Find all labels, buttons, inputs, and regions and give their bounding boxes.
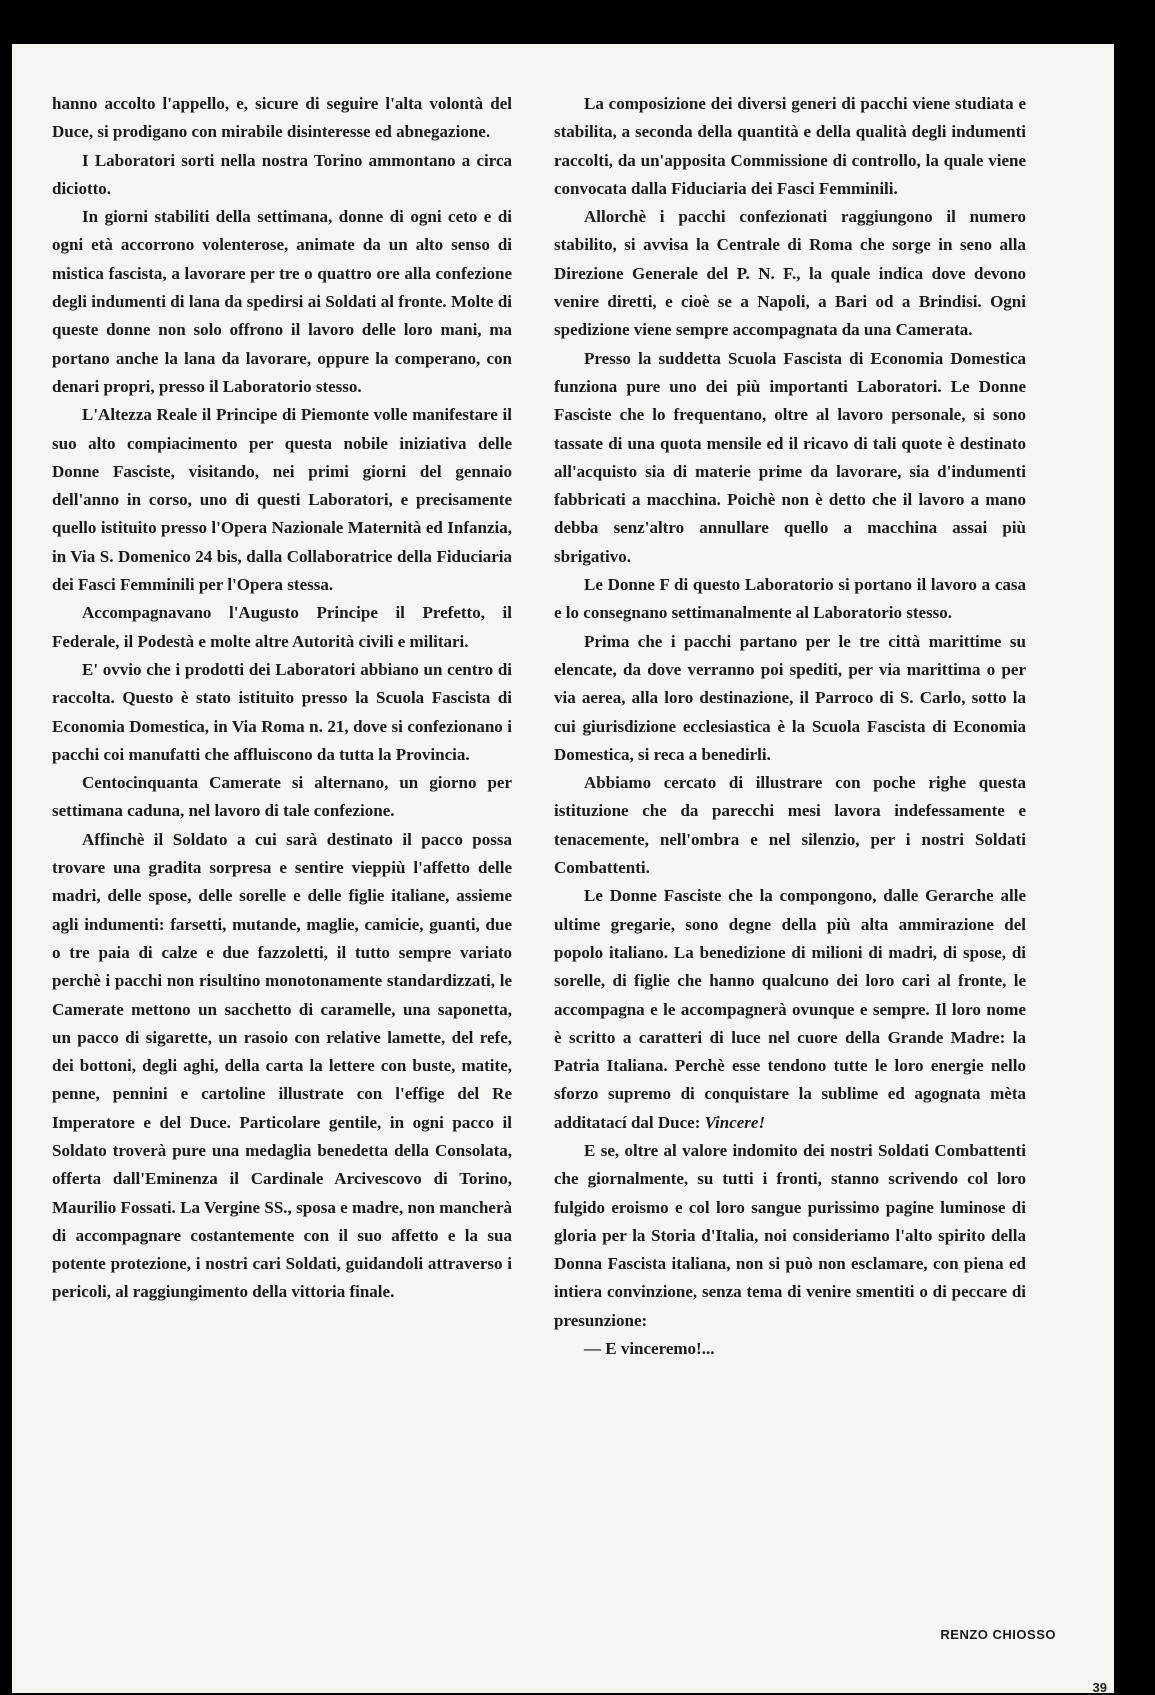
paragraph: Affinchè il Soldato a cui sarà destinato il pacco possa trovare una gradita sorpresa e sentire vieppiù l'affetto delle madri, delle spose, delle sorelle e delle figlie italiane, assieme agli indumenti: farsetti, mutande, maglie, camicie, guanti, due o tre paia di calze e due fazzoletti, il tutto sempre variato perchè i pacchi non risultino monotonamente standardizzati, le Camerate mettono un sacchetto di caramelle, una saponetta, un pacco di sigarette, un rasoio con relative lamette, del refe, dei bottoni, degli aghi, della carta la lettere con buste, matite, penne, pennini e cartoline illustrate con l'effige del Re Imperatore e del Duce. Particolare gentile, in ogni pacco il Soldato troverà pure una medaglia benedetta della Consolata, offerta dall'Eminenza il Cardinale Arcivescovo di Torino, Maurilio Fossati. La Vergine SS., sposa e madre, non mancherà di accompagnare costantemente con il suo affetto e la sua potente protezione, i nostri cari Soldati, guidandoli attraverso i pericoli, al raggiungimento della vittoria finale. bbox=[52, 829, 512, 1302]
paragraph bbox=[554, 882, 1026, 1137]
author-signature: RENZO CHIOSSO bbox=[940, 1627, 1056, 1642]
emphasis-vincere: Vincere! bbox=[704, 1112, 766, 1132]
paragraph: Allorchè i pacchi confezionati raggiungono il numero stabilito, si avvisa la Centrale di Roma che sorge in seno alla Direzione Generale del P. N. F., la quale indica dove devono venire diretti, e cioè se a Napoli, a Bari od a Brindisi. Ogni spedizione viene sempre accompagnata da una Camerata. bbox=[554, 207, 1026, 340]
paragraph: Abbiamo cercato di illustrare con poche righe questa istituzione che da parecchi mesi lavora indefessamente e tenacemente, nell'ombra e nel silenzio, per i nostri Soldati Combattenti. bbox=[554, 773, 1026, 878]
paragraph: hanno accolto l'appello, e, sicure di seguire l'alta volontà del Duce, si prodigano con mirabile disinteresse ed abnegazione. bbox=[52, 94, 512, 142]
paragraph: L'Altezza Reale il Principe di Piemonte volle manifestare il suo alto compiacimento per questa nobile iniziativa delle Donne Fasciste, visitando, nei primi giorni del gennaio dell'anno in corso, uno di questi Laboratori, e precisamente quello istituito presso l'Opera Nazionale Maternità ed Infanzia, in Via S. Domenico 24 bis, dalla Collaboratrice della Fiduciaria dei Fasci Femminili per l'Opera stessa. bbox=[52, 405, 512, 595]
paragraph: E' ovvio che i prodotti dei Laboratori abbiano un centro di raccolta. Questo è stato istituito presso la Scuola Fascista di Economia Domestica, in Via Roma n. 21, dove si confezionano i pacchi coi manufatti che affluiscono da tutta la Provincia. bbox=[52, 659, 512, 764]
paragraph: E se, oltre al valore indomito dei nostri Soldati Combattenti che giornalmente, su tutti i fronti, stanno scrivendo col loro fulgido eroismo e col loro sangue purissimo pagine luminose di gloria per la Storia d'Italia, noi consideriamo l'alto spirito della Donna Fascista italiana, non si può non esclamare, con piena ed intiera convinzione, senza tema di venire smentiti o di peccare di presunzione: bbox=[554, 1140, 1026, 1330]
paragraph: I Laboratori sorti nella nostra Torino ammontano a circa diciotto. bbox=[52, 150, 512, 198]
closing-line: — E vinceremo!... bbox=[584, 1339, 715, 1359]
paragraph: Prima che i pacchi partano per le tre città marittime su elencate, da dove verranno poi spediti, per via marittima o per via aerea, alla loro destinazione, il Parroco di S. Carlo, sotto la cui giurisdizione ecclesiastica è la Scuola Fascista di Economia Domestica, si reca a benedirli. bbox=[554, 631, 1026, 764]
paragraph: Centocinquanta Camerate si alternano, un giorno per settimana caduna, nel lavoro di tale confezione. bbox=[52, 773, 512, 821]
magazine-page bbox=[12, 44, 1114, 1693]
paragraph: Le Donne F di questo Laboratorio si portano il lavoro a casa e lo consegnano settimanalmente al Laboratorio stesso. bbox=[554, 575, 1026, 623]
left-column bbox=[52, 90, 512, 1307]
right-column bbox=[554, 90, 1026, 1363]
paragraph: In giorni stabiliti della settimana, donne di ogni ceto e di ogni età accorrono volenterose, animate da un alto senso di mistica fascista, a lavorare per tre o quattro ore alla confezione degli indumenti di lana da spedirsi ai Soldati al fronte. Molte di queste donne non solo offrono il lavoro delle loro mani, ma portano anche la lana da lavorare, oppure la comperano, con denari propri, presso il Laboratorio stesso. bbox=[52, 207, 512, 396]
paragraph-text: Le Donne Fasciste che la compongono, dalle Gerarche alle ultime gregarie, sono degne della più alta ammirazione del popolo italiano. La benedizione di milioni di madri, di spose, di sorelle, di figlie che hanno qualcuno dei loro cari al fronte, le accompagna e le accompagnerà ovunque e sempre. Il loro nome è scritto a caratteri di luce nel cuore della Grande Madre: la Patria Italiana. Perchè esse tendono tutte le loro energie nello sforzo supremo di conquistare la sublime ed agognata mèta additatací dal Duce: bbox=[554, 886, 1026, 1132]
paragraph: La composizione dei diversi generi di pacchi viene studiata e stabilita, a seconda della quantità e della qualità degli indumenti raccolti, da un'apposita Commissione di controllo, la quale viene convocata dalla Fiduciaria dei Fasci Femminili. bbox=[554, 94, 1026, 198]
paragraph: Presso la suddetta Scuola Fascista di Economia Domestica funziona pure uno dei più importanti Laboratori. Le Donne Fasciste che lo frequentano, oltre al lavoro personale, si sono tassate di una quota mensile ed il ricavo di tali quote è destinato all'acquisto sia di materie prime da lavorare, sia d'indumenti fabbricati a macchina. Poichè non è detto che il lavoro a mano debba senz'altro annullare quello a macchina assai più sbrigativo. bbox=[554, 348, 1026, 566]
page-number: 39 bbox=[1092, 1680, 1107, 1695]
paragraph: Accompagnavano l'Augusto Principe il Prefetto, il Federale, il Podestà e molte altre Autorità civili e militari. bbox=[52, 603, 512, 651]
